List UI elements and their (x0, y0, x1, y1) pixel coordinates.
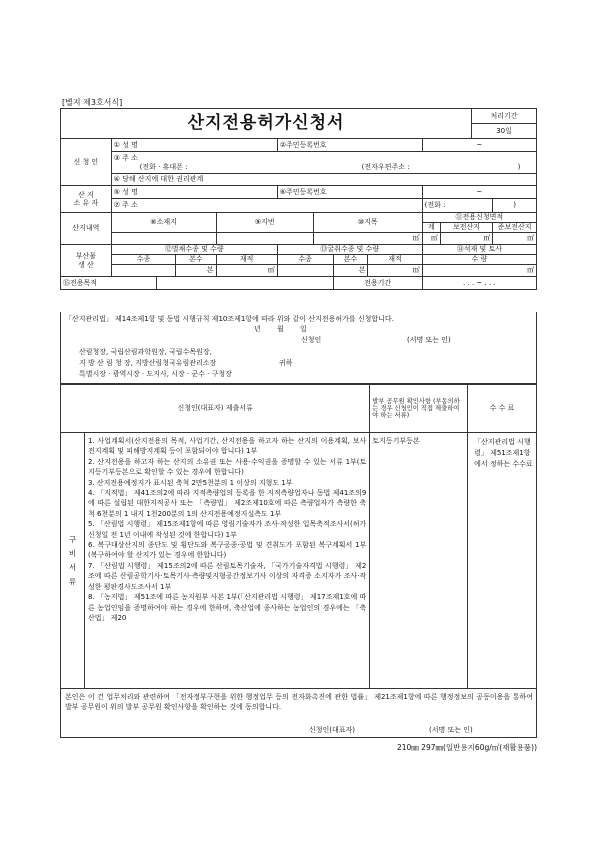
document-item-6: 6. 복구대상산지의 종단도 및 횡단도와 복구공종·공법 및 견취도가 포함된 복구계획서 1부(복구하여야 할 산지가 있는 경우에 한합니다) (87, 541, 367, 560)
documents-side-label (61, 433, 85, 689)
land-total-header: 계 (422, 223, 440, 233)
byproduct-section-line2: 생 산 (77, 260, 94, 269)
documents-side-text: 구 비 서 류 (68, 534, 77, 586)
consent-signature-label: (서명 또는 인) (429, 726, 473, 734)
applicant-email-label: (전자우편주소 : (361, 163, 410, 171)
declaration-block (60, 312, 537, 384)
stone-header: ⑭석재 및 토사 (422, 245, 536, 255)
declaration-date: 년 월 일 (254, 325, 307, 333)
documents-fee-header: 수 수 료 (468, 385, 537, 433)
documents-table (60, 384, 537, 689)
land-jibun-value (216, 233, 313, 245)
land-location-value (111, 233, 216, 245)
documents-check-header: 발부 공무원 확인사항 (부동의하는 경우 신청인이 직접 제출하여야 하는 서류) (370, 385, 468, 433)
applicant-address-label: ③ 주 소 (113, 154, 138, 162)
owner-phone-close: ) (493, 199, 537, 213)
consent-block (60, 688, 537, 738)
stone-amount-unit: ㎥ (422, 265, 536, 277)
document-item-7: 7. 「산림법 시행령」 제15조의2에 따른 산림토목기술자, 「국가기술자격법 시행령」 제2조에 따른 산림공학기사·토목기사·측량및지형공간정보기사 이상의 자격증 소지자가 조사·작성한 평판경사도조사서 1부 (87, 561, 367, 591)
digging-species-header: 수종 (277, 255, 333, 265)
stone-amount-header: 수 량 (422, 255, 536, 265)
applicant-section-label: 신 청 인 (61, 139, 112, 186)
owner-address-label: ⑦ 주 소 (111, 199, 422, 213)
paper-spec-footer: 210㎜ 297㎜(일반용지60g/㎡(재활용품)) (396, 743, 537, 752)
digging-species-value (277, 265, 333, 277)
consent-text: 본인은 이 건 업무처리와 관련하여 「전자정부구현을 위한 행정업무 등의 전자화촉진에 관한 법률」 제21조제1항에 따른 행정정보의 공동이용을 통하여 발부 공무원이 위의 발부 공무원 확인사항을 확인하는 것에 동의합니다. (65, 693, 533, 711)
owner-regno-tilde: ~ (422, 186, 536, 199)
processing-value: 30일 (472, 124, 537, 139)
document-check-item: 토지등기부등본 (372, 437, 420, 445)
land-quasi-header: 준보전산지 (493, 223, 537, 233)
document-item-3: 3. 산지전용예정지가 표시된 축척 2만5천분의 1 이상의 지형도 1부 (87, 478, 293, 487)
land-quasi-unit: ㎡ (493, 233, 537, 245)
addressee-line1: 산림청장, 국립산림과학원장, 국립수목원장, (79, 348, 212, 356)
declaration-applicant-label: 신청인 (301, 336, 322, 344)
processing-label: 처리기간 (472, 109, 537, 124)
land-jibun-header: ⑨지번 (216, 213, 313, 233)
owner-phone-label: (전화 : (422, 199, 493, 213)
felling-count-header: 본수 (176, 255, 216, 265)
digging-header: ⑬굴취수종 및 수량 (277, 245, 422, 255)
documents-submit-header: 신청인(대표자) 제출서류 (61, 385, 370, 433)
addressee-suffix: 귀하 (279, 359, 293, 367)
title-block (60, 108, 537, 139)
land-conservation-unit: ㎡ (440, 233, 492, 245)
land-jimok-unit: ㎡ (313, 233, 422, 245)
applicant-phone-label: (전화 · 휴대폰 : (139, 163, 188, 171)
felling-volume-header: 재적 (216, 255, 277, 265)
period-value: . . . ~ . . . (422, 277, 536, 290)
purpose-value (156, 277, 333, 290)
land-jimok-header: ⑩지목 (313, 213, 422, 233)
document-item-4: 4. 「지적법」 제41조의2에 따라 지적측량업의 등록을 한 지적측량업자나 동법 제41조의9에 따른 설립된 대한지적공사 또는 「측량법」 제2조제10호에 따른 측량업자가 측량한 축척 6천분의 1 내지 1천200분의 1의 산지전용예정지실측도 1부 (87, 489, 367, 518)
land-total-unit: ㎡ (422, 233, 440, 245)
owner-section-line2: 소 유 자 (73, 199, 99, 207)
digging-volume-unit: ㎥ (368, 265, 422, 277)
applicant-email-close: ) (517, 163, 521, 171)
consent-applicant-label: 신청인(대표자) (309, 726, 356, 734)
declaration-text: 「산지관리법」 제14조제1항 및 동법 시행규칙 제10조제1항에 따라 위와 같이 산지전용허가를 신청합니다. (65, 315, 394, 323)
land-section-label: 산지내역 (61, 213, 112, 245)
purpose-label: ⑮전용목적 (61, 277, 157, 290)
land-conservation-header: 보전산지 (440, 223, 492, 233)
documents-fee-cell (468, 433, 537, 689)
applicant-regno-tilde: ~ (422, 139, 536, 152)
owner-name-label: ⑤ 성 명 (111, 186, 277, 199)
period-label: 전용기간 (333, 277, 422, 290)
document-item-2: 2. 산지전용을 하고자 하는 산지의 소유권 또는 사용·수익권을 증명할 수 있는 서류 1부(토지등기부등본으로 확인할 수 있는 경우에 한합니다) (87, 457, 367, 477)
byproduct-section-label (61, 245, 112, 277)
felling-count-unit: 본 (176, 265, 216, 277)
documents-check-cell (370, 433, 468, 689)
byproduct-section-line1: 부산물 (75, 252, 96, 261)
digging-count-header: 본수 (333, 255, 368, 265)
felling-volume-unit: ㎥ (216, 265, 277, 277)
document-fee-text: 「산지관리법 시행령」 제51조제1항에서 정하는 수수료 (474, 438, 533, 468)
addressee-line3: 특별시장 · 광역시장 · 도지사, 시장 · 군수 · 구청장 (79, 370, 232, 378)
felling-species-value (111, 265, 176, 277)
declaration-signature-label: (서명 또는 인) (407, 336, 451, 344)
main-form-table (60, 138, 537, 290)
documents-list (84, 433, 369, 689)
land-area-header: ⑪전용신청면적 (422, 213, 536, 223)
document-item-8: 8. 「농지법」 제51조에 따른 농지원부 사본 1부(「산지관리법 시행령」 제17조제1호에 따른 농업인임을 증명하여야 하는 경우에 한하며, 축산업에 종사하는 농업인의 경우에는 「축산법」 제20 (87, 593, 367, 622)
applicant-regno-label: ②주민등록번호 (277, 139, 422, 152)
digging-volume-header: 재적 (368, 255, 422, 265)
form-number-label: [별지 제3호서식] (62, 98, 123, 107)
document-item-1: 1. 사업계획서(산지전용의 목적, 사업기간, 산지전용을 하고자 하는 산지의 이용계획, 보사전지계획 및 피해방지계획 등이 포함되어야 합니다) 1부 (87, 437, 367, 456)
owner-section-line1: 산 지 (77, 190, 94, 199)
applicant-name-label: ① 성 명 (111, 139, 277, 152)
owner-regno-label: ⑥주민등록번호 (277, 186, 422, 199)
addressee-line2: 지 방 산 림 청 장, 지방산림청국유림관리소장 (79, 359, 217, 367)
document-item-5: 5. 「산림법 시행령」 제15조제1항에 따른 영림기술자가 조사·작성한 입목축적조사서(허가신청일 전 1년 이내에 작성된 것에 한합니다) 1부 (87, 520, 367, 539)
felling-header: ⑫벌채수종 및 수량 (111, 245, 277, 255)
applicant-rights-label: ④ 당해 산지에 대한 권리관계 (111, 174, 536, 186)
land-location-header: ⑧소재지 (111, 213, 216, 233)
felling-species-header: 수종 (111, 255, 176, 265)
form-title: 산지전용허가신청서 (61, 109, 472, 139)
owner-section-label (61, 186, 112, 213)
digging-count-unit: 본 (333, 265, 368, 277)
